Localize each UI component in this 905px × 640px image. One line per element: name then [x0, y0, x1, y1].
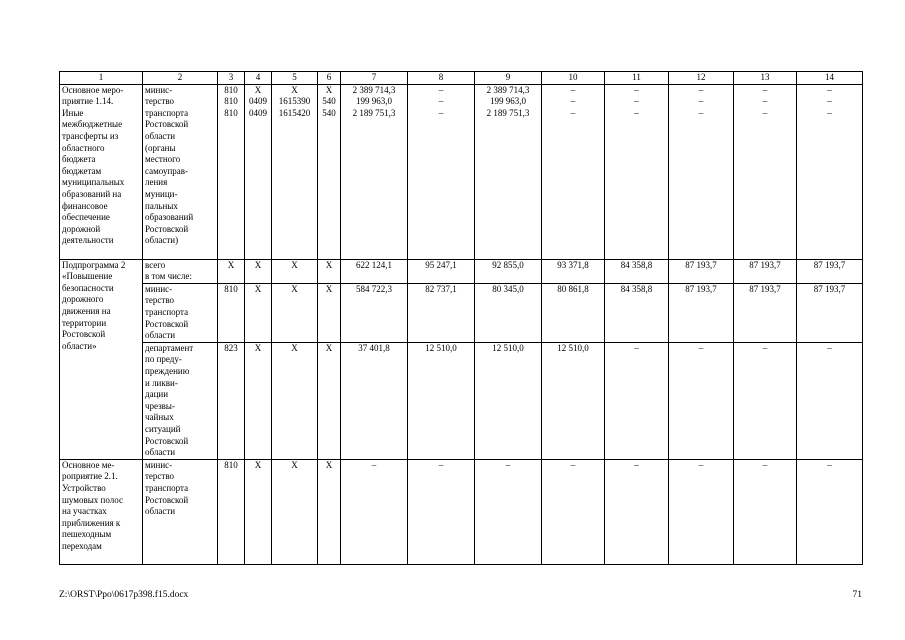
executor-cell: минис- терство транспорта Ростовской области: [143, 459, 218, 564]
vr-cell: X 540 540: [318, 84, 341, 259]
footer-file-path: Z:\ORST\Ppo\0617p398.f15.docx: [59, 590, 189, 600]
grbs-cell: X: [218, 259, 245, 283]
event-name-cell: Основное меро- приятие 1.14. Иные межбюджетные трансферты из областного бюджета бюджетам муниципальных образований на финансовое обеспечение дорожной деятельности: [60, 84, 143, 259]
grbs-cell: 810 810 810: [218, 84, 245, 259]
amount-cell: –: [734, 459, 797, 564]
amount-cell: –: [408, 459, 475, 564]
amount-cell: 12 510,0: [542, 342, 605, 459]
amount-cell: 87 193,7: [797, 259, 863, 283]
vr-cell: X: [318, 283, 341, 342]
budget-table: [59, 71, 863, 565]
csr-cell: X: [272, 459, 318, 564]
amount-cell: –: [542, 459, 605, 564]
csr-cell: X: [272, 342, 318, 459]
amount-cell: 95 247,1: [408, 259, 475, 283]
amount-cell: –: [669, 342, 734, 459]
amount-cell: 12 510,0: [408, 342, 475, 459]
amount-cell: – – –: [408, 84, 475, 259]
rzpr-cell: X: [245, 342, 272, 459]
amount-cell: – – –: [542, 84, 605, 259]
amount-cell: –: [797, 459, 863, 564]
table-row: [60, 84, 863, 259]
amount-cell: –: [669, 459, 734, 564]
header-cell: 9: [475, 72, 542, 85]
amount-cell: 80 345,0: [475, 283, 542, 342]
amount-cell: – – –: [797, 84, 863, 259]
header-cell: 13: [734, 72, 797, 85]
amount-cell: 84 358,8: [605, 283, 669, 342]
header-cell: 7: [341, 72, 408, 85]
amount-cell: 80 861,8: [542, 283, 605, 342]
csr-cell: X: [272, 283, 318, 342]
grbs-cell: 810: [218, 459, 245, 564]
header-cell: 1: [60, 72, 143, 85]
amount-cell: –: [605, 342, 669, 459]
csr-cell: X 1615390 1615420: [272, 84, 318, 259]
amount-cell: 93 371,8: [542, 259, 605, 283]
grbs-cell: 810: [218, 283, 245, 342]
executor-cell: департамент по преду- преждению и ликви- дации чрезвы- чайных ситуаций Ростовской области: [143, 342, 218, 459]
page-number: 71: [852, 590, 862, 600]
amount-cell: 584 722,3: [341, 283, 408, 342]
header-cell: 6: [318, 72, 341, 85]
grbs-cell: 823: [218, 342, 245, 459]
subprogram-name-cell: Подпрограмма 2 «Повышение безопасности дорожного движения на территории Ростовской области»: [60, 259, 143, 459]
header-cell: 2: [143, 72, 218, 85]
csr-cell: X: [272, 259, 318, 283]
executor-cell: всего в том числе:: [143, 259, 218, 283]
amount-cell: –: [605, 459, 669, 564]
amount-cell: 87 193,7: [669, 283, 734, 342]
amount-cell: 87 193,7: [734, 283, 797, 342]
executor-cell: минис- терство транспорта Ростовской области (органы местного самоуправ- ления муници- пальных образований Ростовской области): [143, 84, 218, 259]
event-name-cell: Основное ме- роприятие 2.1. Устройство шумовых полос на участках приближения к пешеходным переходам: [60, 459, 143, 564]
amount-cell: 2 389 714,3 199 963,0 2 189 751,3: [475, 84, 542, 259]
rzpr-cell: X: [245, 283, 272, 342]
vr-cell: X: [318, 459, 341, 564]
amount-cell: 87 193,7: [669, 259, 734, 283]
header-cell: 4: [245, 72, 272, 85]
amount-cell: 12 510,0: [475, 342, 542, 459]
header-cell: 10: [542, 72, 605, 85]
header-cell: 8: [408, 72, 475, 85]
amount-cell: – – –: [734, 84, 797, 259]
header-cell: 14: [797, 72, 863, 85]
amount-cell: 87 193,7: [734, 259, 797, 283]
amount-cell: – – –: [605, 84, 669, 259]
rzpr-cell: X 0409 0409: [245, 84, 272, 259]
amount-cell: 92 855,0: [475, 259, 542, 283]
amount-cell: –: [341, 459, 408, 564]
amount-cell: –: [797, 342, 863, 459]
header-cell: 11: [605, 72, 669, 85]
rzpr-cell: X: [245, 259, 272, 283]
amount-cell: 622 124,1: [341, 259, 408, 283]
amount-cell: – – –: [669, 84, 734, 259]
header-cell: 12: [669, 72, 734, 85]
amount-cell: –: [475, 459, 542, 564]
vr-cell: X: [318, 259, 341, 283]
executor-cell: минис- терство транспорта Ростовской области: [143, 283, 218, 342]
amount-cell: –: [734, 342, 797, 459]
rzpr-cell: X: [245, 459, 272, 564]
amount-cell: 82 737,1: [408, 283, 475, 342]
table-row: [60, 283, 863, 342]
table-row: [60, 259, 863, 283]
amount-cell: 37 401,8: [341, 342, 408, 459]
header-cell: 3: [218, 72, 245, 85]
amount-cell: 2 389 714,3 199 963,0 2 189 751,3: [341, 84, 408, 259]
amount-cell: 84 358,8: [605, 259, 669, 283]
table-row: [60, 459, 863, 564]
header-row: [60, 72, 863, 85]
header-cell: 5: [272, 72, 318, 85]
vr-cell: X: [318, 342, 341, 459]
table-row: [60, 342, 863, 459]
amount-cell: 87 193,7: [797, 283, 863, 342]
